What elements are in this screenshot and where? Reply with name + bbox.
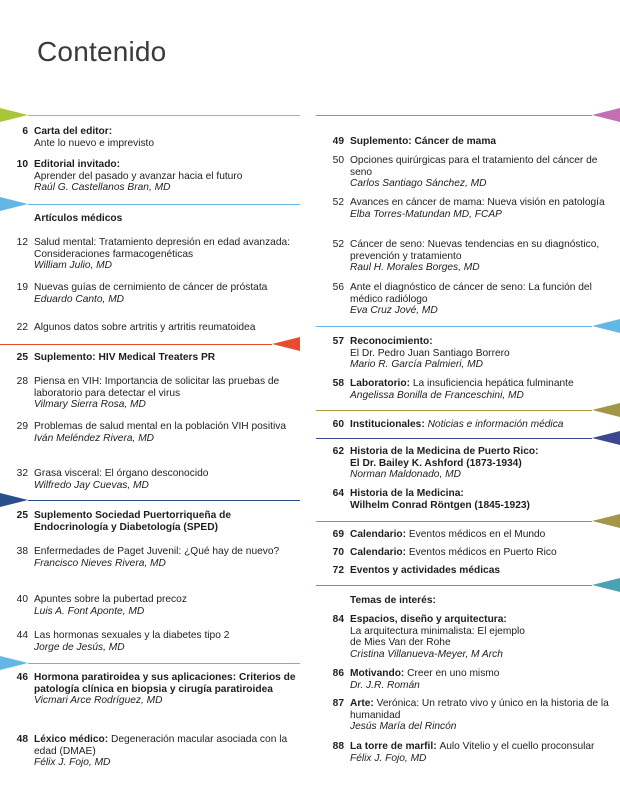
separator-navy [0, 493, 300, 507]
page-number: 25 [16, 510, 28, 521]
entry-subtitle: Apuntes sobre la pubertad precoz [34, 594, 187, 605]
entry-subtitle: La arquitectura minimalista: El ejemplo de Mies Van der Rohe [350, 625, 525, 649]
page-number: 19 [16, 282, 28, 293]
page-number: 58 [332, 378, 344, 389]
entry-author: Vicmari Arce Rodríguez, MD [34, 695, 163, 707]
entry-author: Cristina Villanueva-Meyer, M Arch [350, 648, 503, 660]
entry-title: Suplemento: Cáncer de mama [350, 136, 497, 147]
entry-subtitle: Enfermedades de Paget Juvenil: ¿Qué hay de nuevo? [34, 546, 280, 557]
entry-subtitle: Creer en uno mismo [407, 668, 500, 679]
entry-subtitle: Degeneración macular asociada con la edad (DMAE) [34, 734, 288, 757]
page-number: 86 [332, 668, 344, 679]
separator-indigo [316, 431, 620, 445]
entry-author: Raul H. Morales Borges, MD [350, 262, 480, 274]
page-number: 44 [16, 630, 28, 641]
page-number: 57 [332, 336, 344, 347]
entry-author: Eduardo Canto, MD [34, 293, 125, 305]
entry-title: Laboratorio: [350, 378, 413, 389]
section-header: Temas de interés: [350, 595, 436, 606]
page-number: 60 [332, 419, 344, 430]
entry-subtitle: Opciones quirúrgicas para el tratamiento del cáncer de seno [350, 155, 598, 178]
separator-olive-2 [316, 514, 620, 528]
entry-subtitle: Aulo Vitelio y el cuello proconsular [439, 741, 595, 752]
separator-teal [316, 578, 620, 592]
entry-subtitle: Grasa visceral: El órgano desconocido [34, 468, 209, 479]
page-number: 32 [16, 468, 28, 479]
page-number: 62 [332, 446, 344, 457]
entry-subtitle: Avances en cáncer de mama: Nueva visión en patología [350, 197, 605, 208]
separator-sky-2 [0, 656, 300, 670]
page-number: 25 [16, 352, 28, 363]
page-number: 72 [332, 565, 344, 576]
entry-author: Dr. J.R. Román [350, 679, 420, 691]
page-number: 6 [22, 126, 28, 137]
page-number: 52 [332, 239, 344, 250]
page-number: 56 [332, 282, 344, 293]
entry-subtitle: Verónica: Un retrato vivo y único en la historia de la humanidad [350, 698, 609, 721]
entry-author: Norman Maldonado, MD [350, 469, 461, 481]
entry-title: Editorial invitado: [34, 159, 121, 170]
page-number: 10 [16, 159, 28, 170]
entry-subtitle: Salud mental: Tratamiento depresión en edad avanzada: Consideraciones farmacogenéticas [34, 237, 290, 260]
page-title: Contenido [37, 36, 167, 67]
entry-author: Mario R. García Palmieri, MD [350, 359, 484, 371]
entry-title: Suplemento Sociedad Puertorriqueña de Endocrinología y Diabetología (SPED) [34, 510, 231, 533]
toc-right-column [316, 0, 620, 802]
page-number: 52 [332, 197, 344, 208]
entry-subtitle: Noticias e información médica [427, 419, 564, 430]
page-number: 12 [16, 237, 28, 248]
entry-author: Jorge de Jesús, MD [34, 641, 125, 653]
entry-subtitle: Eventos médicos en Puerto Rico [408, 547, 557, 558]
page-number: 48 [16, 734, 28, 745]
page-number: 38 [16, 546, 28, 557]
page-number: 29 [16, 421, 28, 432]
separator-sky-right [316, 319, 620, 333]
entry-subtitle: Ante lo nuevo e imprevisto [34, 137, 155, 149]
entry-author: Eva Cruz Jové, MD [350, 305, 438, 317]
entry-author: Carlos Santiago Sánchez, MD [350, 178, 487, 190]
entry-subtitle: El Dr. Bailey K. Ashford (1873-1934) [350, 457, 522, 469]
entry-subtitle: Piensa en VIH: Importancia de solicitar las pruebas de laboratorio para detectar el virus [34, 376, 280, 399]
page-number: 40 [16, 594, 28, 605]
entry-title: Eventos y actividades médicas [350, 565, 501, 576]
entry-subtitle: Cáncer de seno: Nuevas tendencias en su diagnóstico, prevención y tratamiento [350, 239, 600, 262]
page-number: 22 [16, 322, 28, 333]
entry-subtitle: Wilhelm Conrad Röntgen (1845-1923) [350, 499, 530, 511]
separator-red [0, 337, 300, 351]
entry-author: Raúl G. Castellanos Bran, MD [34, 182, 171, 194]
entry-subtitle: Nuevas guías de cernimiento de cáncer de próstata [34, 282, 268, 293]
entry-title: Arte: [350, 698, 377, 709]
entry-author: Félix J. Fojo, MD [34, 757, 111, 769]
entry-author: Wilfredo Jay Cuevas, MD [34, 479, 149, 491]
entry-author: William Julio, MD [34, 260, 113, 272]
entry-title: Suplemento: HIV Medical Treaters PR [34, 352, 216, 363]
page-number: 49 [332, 136, 344, 147]
toc-left-column [0, 0, 300, 802]
entry-author: Jesús María del Rincón [350, 721, 457, 733]
page-number: 50 [332, 155, 344, 166]
entry-title: La torre de marfil: [350, 741, 440, 752]
separator-magenta [316, 108, 620, 122]
entry-title: Calendario: [350, 529, 409, 540]
entry-subtitle: El Dr. Pedro Juan Santiago Borrero [350, 347, 510, 359]
separator-olive [316, 403, 620, 417]
page-number: 69 [332, 529, 344, 540]
entry-author: Francisco Nieves Rivera, MD [34, 557, 166, 569]
entry-title: Motivando: [350, 668, 408, 679]
entry-author: Vilmary Sierra Rosa, MD [34, 399, 146, 411]
page-number: 46 [16, 672, 28, 683]
entry-title: Historia de la Medicina de Puerto Rico: [350, 446, 539, 457]
entry-subtitle: La insuficiencia hepática fulminante [412, 378, 574, 389]
entry-title: Historia de la Medicina: [350, 488, 464, 499]
entry-author: Iván Meléndez Rivera, MD [34, 432, 155, 444]
entry-subtitle: Algunos datos sobre artritis y artritis reumatoidea [34, 322, 256, 333]
entry-title: Léxico médico: [34, 734, 111, 745]
entry-subtitle: Aprender del pasado y avanzar hacia el futuro [34, 170, 243, 182]
entry-author: Elba Torres-Matundan MD, FCAP [350, 208, 502, 220]
separator-sky [0, 197, 300, 211]
entry-subtitle: Problemas de salud mental en la población VIH positiva [34, 421, 287, 432]
page-number: 64 [332, 488, 344, 499]
page-number: 88 [332, 741, 344, 752]
entry-title: Carta del editor: [34, 126, 113, 137]
separator-green [0, 108, 300, 122]
entry-author: Félix J. Fojo, MD [350, 752, 427, 764]
entry-title: Calendario: [350, 547, 409, 558]
section-header: Artículos médicos [34, 213, 123, 224]
entry-title: Hormona paratiroidea y sus aplicaciones: Criterios de patología clínica en biopsia y cirugía paratiroidea [34, 672, 296, 695]
page-number: 87 [332, 698, 344, 709]
entry-author: Angelissa Bonilla de Franceschini, MD [350, 389, 524, 401]
entry-title: Institucionales: [350, 419, 428, 430]
entry-subtitle: Las hormonas sexuales y la diabetes tipo 2 [34, 630, 230, 641]
entry-title: Reconocimiento: [350, 336, 433, 347]
entry-subtitle: Ante el diagnóstico de cáncer de seno: La función del médico radiólogo [350, 282, 592, 305]
entry-author: Luis A. Font Aponte, MD [34, 605, 145, 617]
entry-title: Espacios, diseño y arquitectura: [350, 614, 507, 625]
entry-subtitle: Eventos médicos en el Mundo [408, 529, 546, 540]
page-number: 84 [332, 614, 344, 625]
page-number: 28 [16, 376, 28, 387]
page-number: 70 [332, 547, 344, 558]
